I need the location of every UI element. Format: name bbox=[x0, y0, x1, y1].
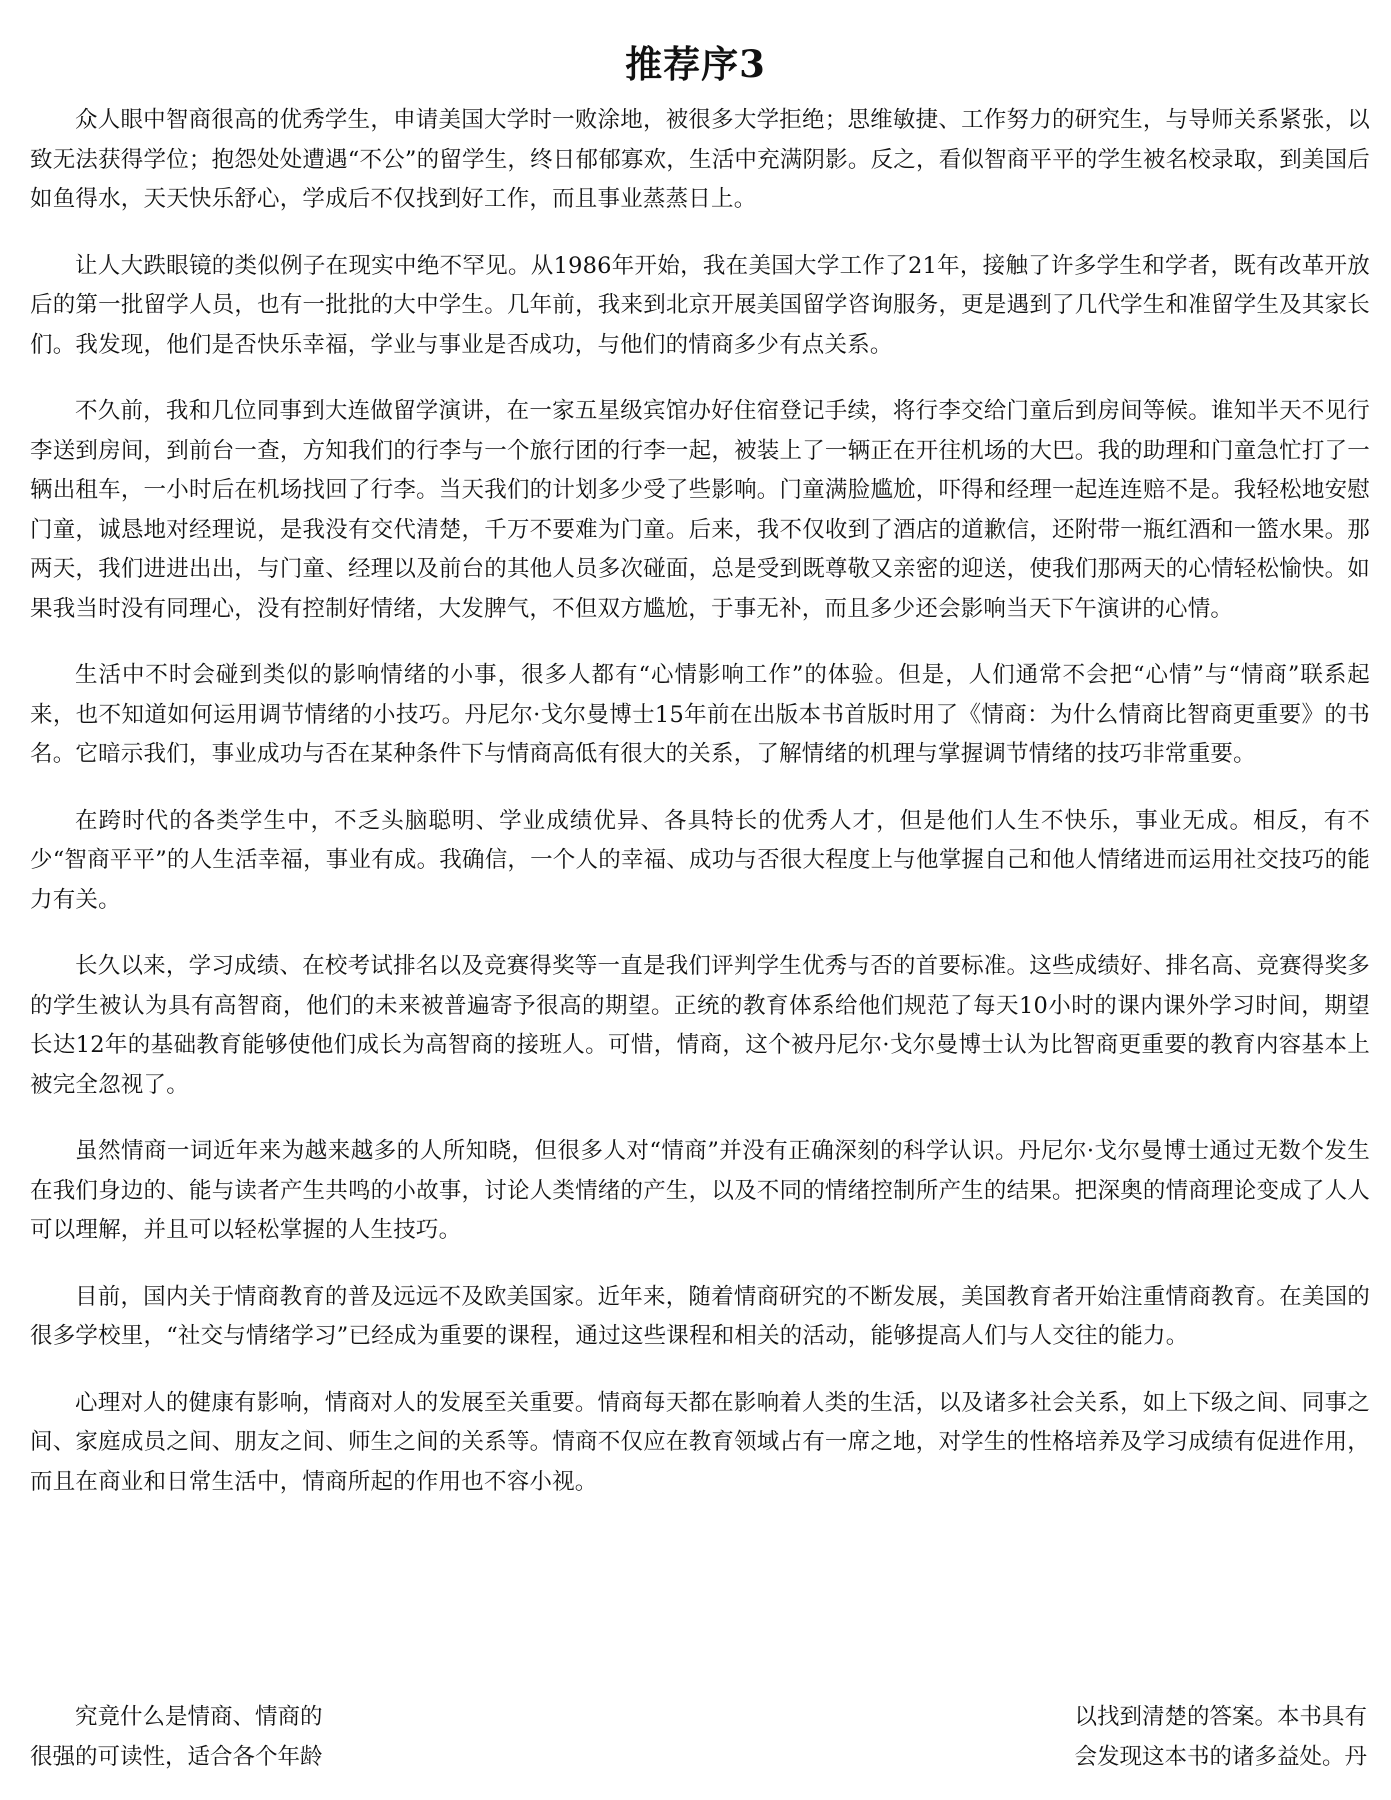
paragraph-8: 目前，国内关于情商教育的普及远远不及欧美国家。近年来，随着情商研究的不断发展，美国教育者开始注重情商教育。在美国的很多学校里，“社交与情绪学习”已经成为重要的课程，通过这些课程和相关的活动，能够提高人们与人交往的能力。 bbox=[30, 1283, 1370, 1349]
page-title: 推荐序3 bbox=[625, 41, 766, 86]
paragraph-6: 长久以来，学习成绩、在校考试排名以及竞赛得奖等一直是我们评判学生优秀与否的首要标准。这些成绩好、排名高、竞赛得奖多的学生被认为具有高智商，他们的未来被普遍寄予很高的期望。正统的教育体系给他们规范了每天10小时的课内课外学习时间，期望长达12年的基础教育能够使他们成长为高智商的接班人。可惜，情商，这个被丹尼尔·戈尔曼博士认为比智商更重要的教育内容基本上被完全忽视了。 bbox=[30, 953, 1370, 1098]
paragraph-9: 心理对人的健康有影响，情商对人的发展至关重要。情商每天都在影响着人类的生活，以及诸多社会关系，如上下级之间、同事之间、家庭成员之间、朋友之间、师生之间的关系等。情商不仅应在教育领域占有一席之地，对学生的性格培养及学习成绩有促进作用，而且在商业和日常生活中，情商所起的作用也不容小视。 bbox=[30, 1389, 1370, 1495]
paragraph-2: 让人大跌眼镜的类似例子在现实中绝不罕见。从1986年开始，我在美国大学工作了21年，接触了许多学生和学者，既有改革开放后的第一批留学人员，也有一批批的大中学生。几年前，我来到北京开展美国留学咨询服务，更是遇到了几代学生和准留学生及其家长们。我发现，他们是否快乐幸福，学业与事业是否成功，与他们的情商多少有点关系。 bbox=[30, 252, 1370, 358]
bottom-right-line-1: 以找到清楚的答案。本书具有 bbox=[1074, 1704, 1367, 1730]
paragraph-5: 在跨时代的各类学生中，不乏头脑聪明、学业成绩优异、各具特长的优秀人才，但是他们人生不快乐，事业无成。相反，有不少“智商平平”的人生活幸福，事业有成。我确信，一个人的幸福、成功与否很大程度上与他掌握自己和他人情绪进而运用社交技巧的能力有关。 bbox=[30, 807, 1371, 913]
body-text bbox=[30, 101, 1370, 1529]
paragraph-7: 虽然情商一词近年来为越来越多的人所知晓，但很多人对“情商”并没有正确深刻的科学认识。丹尼尔·戈尔曼博士通过无数个发生在我们身边的、能与读者产生共鸣的小故事，讨论人类情绪的产生，以及不同的情绪控制所产生的结果。把深奥的情商理论变成了人人可以理解，并且可以轻松掌握的人生技巧。 bbox=[30, 1138, 1370, 1243]
bottom-left-line-2: 很强的可读性，适合各个年龄 bbox=[30, 1743, 323, 1770]
paragraph-4: 生活中不时会碰到类似的影响情绪的小事，很多人都有“心情影响工作”的体验。但是，人们通常不会把“心情”与“情商”联系起来，也不知道如何运用调节情绪的小技巧。丹尼尔·戈尔曼博士15年前在出版本书首版时用了《情商：为什么情商比智商更重要》的书名。它暗示我们，事业成功与否在某种条件下与情商高低有很大的关系，了解情绪的机理与掌握调节情绪的技巧非常重要。 bbox=[30, 662, 1370, 767]
bottom-left-line-1: 究竟什么是情商、情商的 bbox=[75, 1704, 323, 1730]
bottom-right-fragment bbox=[1007, 1698, 1367, 1777]
paragraph-3: 不久前，我和几位同事到大连做留学演讲，在一家五星级宾馆办好住宿登记手续，将行李交给门童后到房间等候。谁知半天不见行李送到房间，到前台一查，方知我们的行李与一个旅行团的行李一起，被装上了一辆正在开往机场的大巴。我的助理和门童急忙打了一辆出租车，一小时后在机场找回了行李。当天我们的计划多少受了些影响。门童满脸尴尬，吓得和经理一起连连赔不是。我轻松地安慰门童，诚恳地对经理说，是我没有交代清楚，千万不要难为门童。后来，我不仅收到了酒店的道歉信，还附带一瓶红酒和一篮水果。那两天，我们进进出出，与门童、经理以及前台的其他人员多次碰面，总是受到既尊敬又亲密的迎送，使我们那两天的心情轻松愉快。如果我当时没有同理心，没有控制好情绪，大发脾气，不但双方尴尬，于事无补，而且多少还会影响当天下午演讲的心情。 bbox=[30, 398, 1370, 622]
bottom-left-fragment bbox=[30, 1698, 390, 1777]
bottom-right-line-2: 会发现这本书的诸多益处。丹 bbox=[1074, 1743, 1367, 1770]
paragraph-1: 众人眼中智商很高的优秀学生，申请美国大学时一败涂地，被很多大学拒绝；思维敏捷、工作努力的研究生，与导师关系紧张，以致无法获得学位；抱怨处处遭遇“不公”的留学生，终日郁郁寡欢，生活中充满阴影。反之，看似智商平平的学生被名校录取，到美国后如鱼得水，天天快乐舒心，学成后不仅找到好工作，而且事业蒸蒸日上。 bbox=[30, 107, 1371, 212]
